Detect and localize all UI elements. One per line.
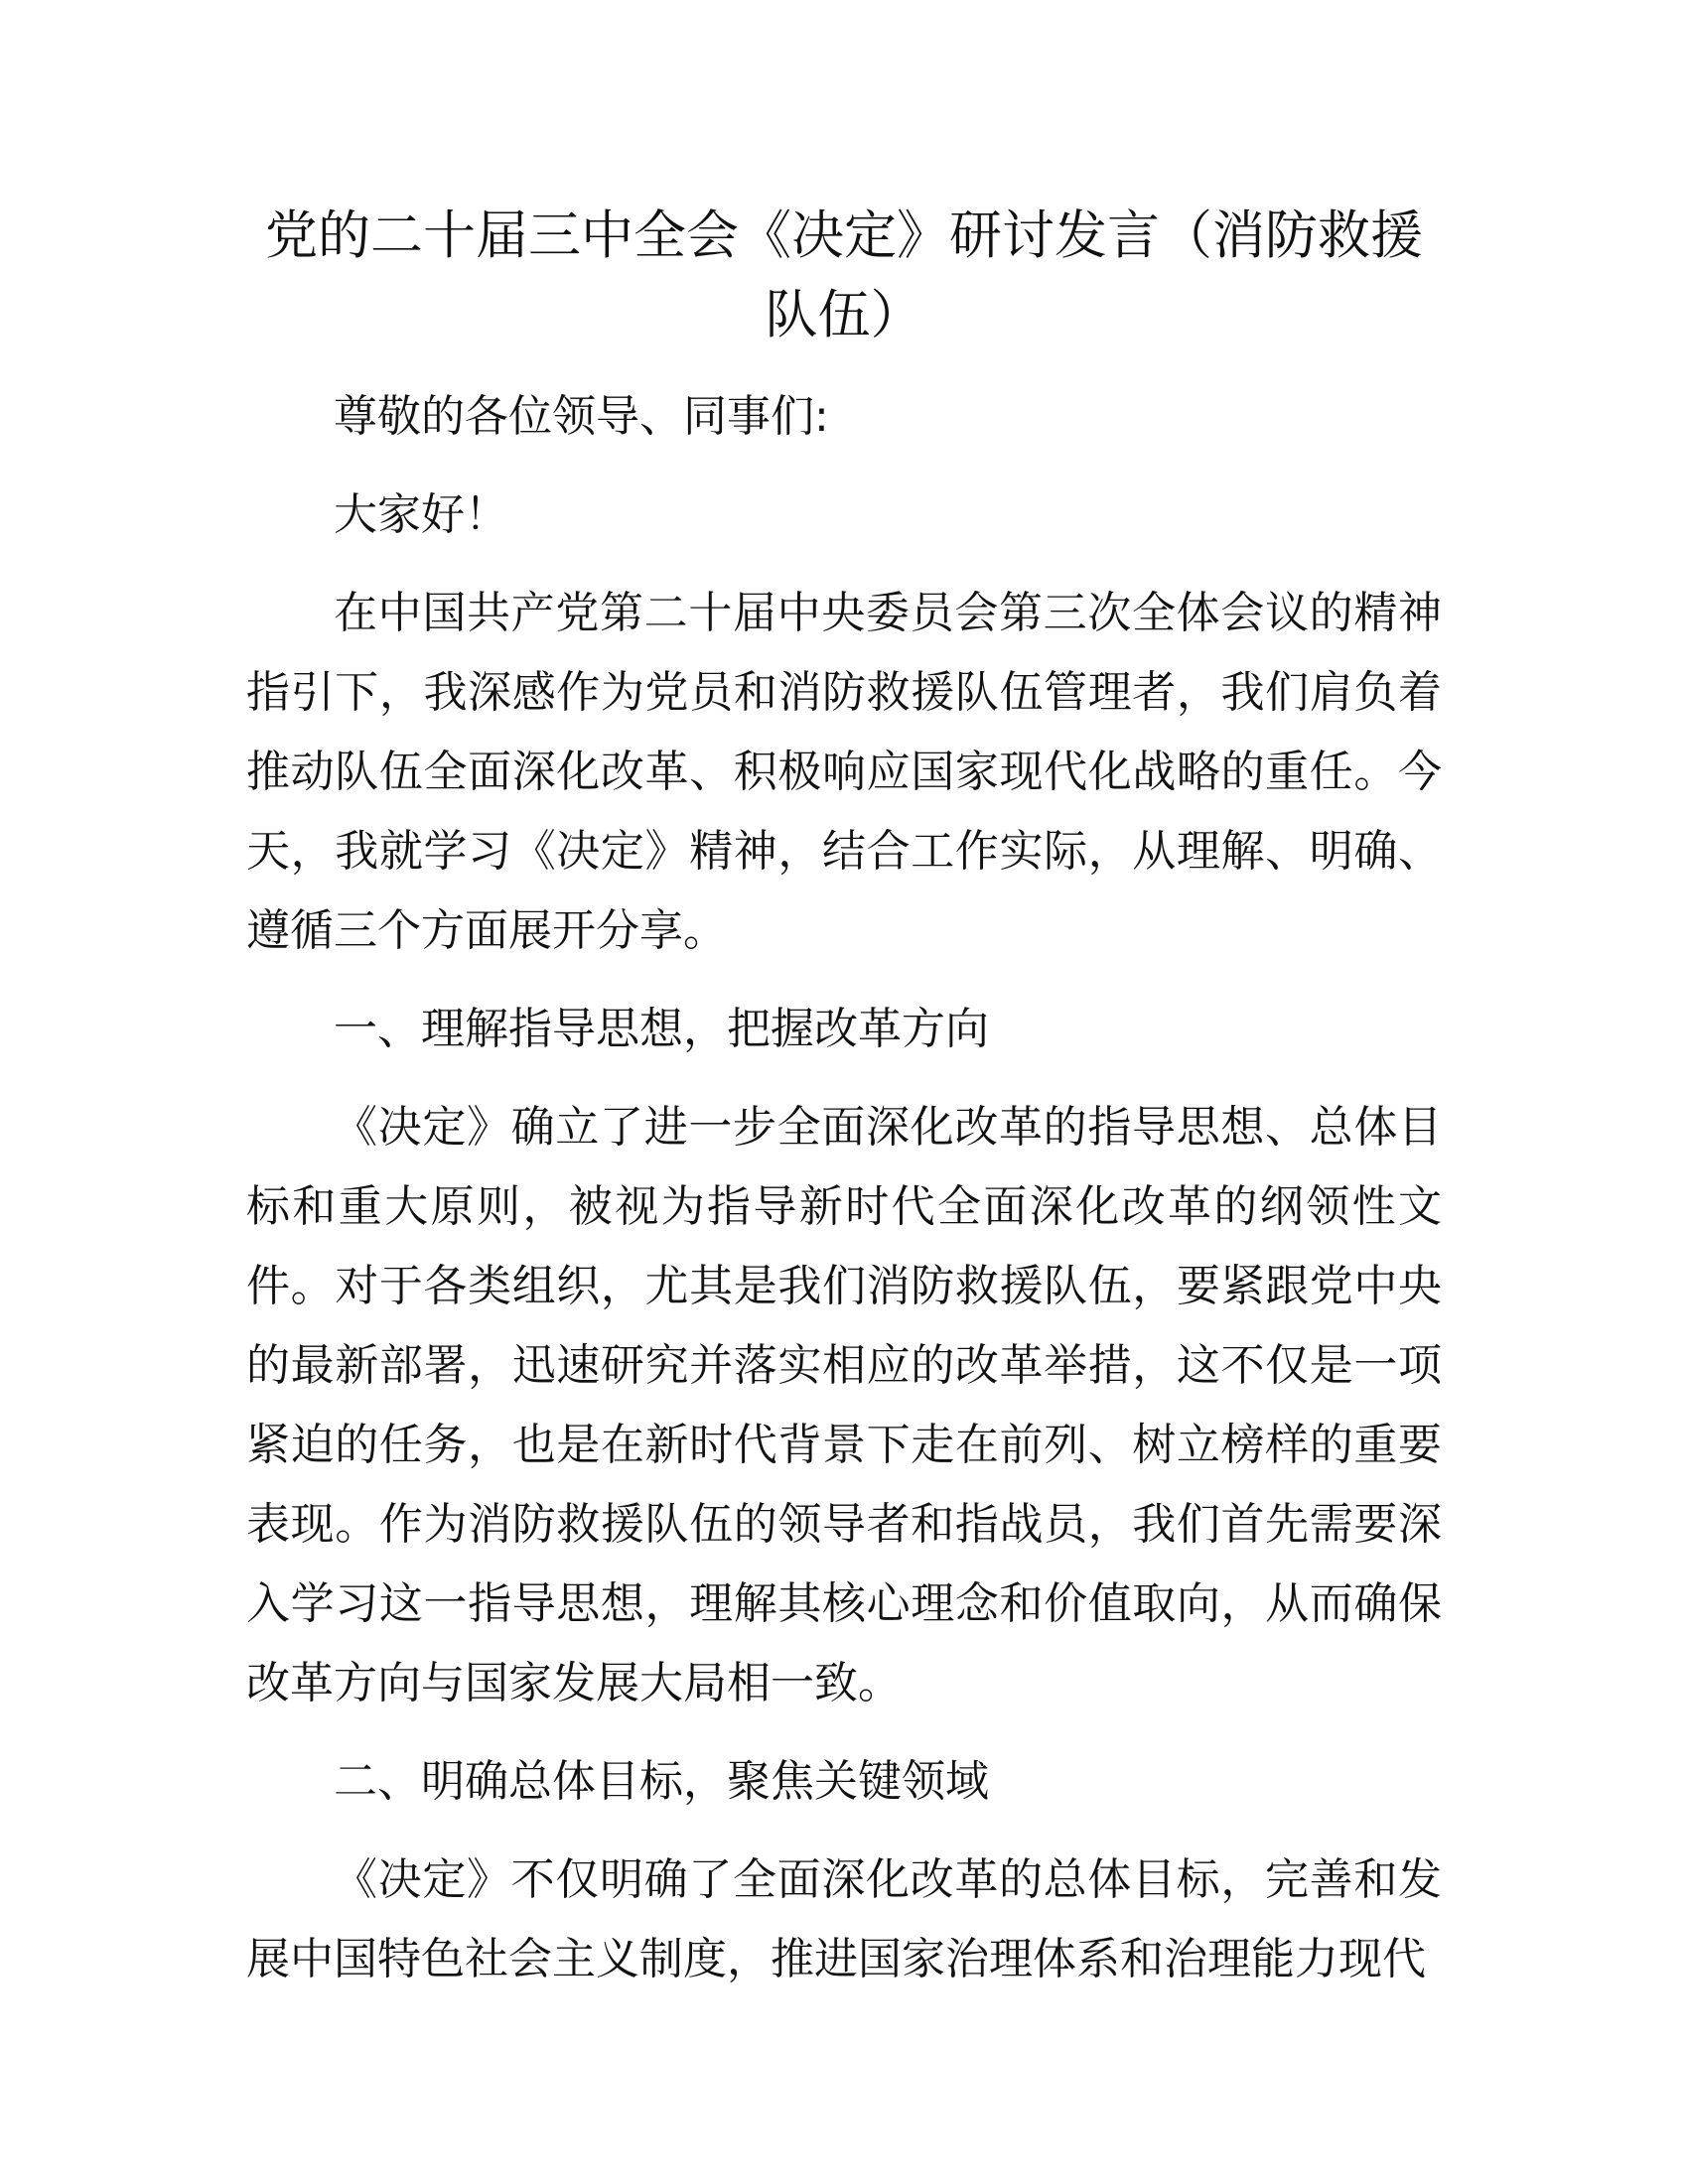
section-2-paragraph: 《决定》不仅明确了全面深化改革的总体目标，完善和发展中国特色社会主义制度，推进国家治理体系和治理能力现代 (246, 1854, 1442, 1984)
section-1-heading: 一、理解指导思想，把握改革方向 (334, 1004, 989, 1054)
document-title: 党的二十届三中全会《决定》研讨发言（消防救援队伍） (265, 205, 1423, 345)
salutation-paragraph: 尊敬的各位领导、同事们: (334, 391, 829, 442)
document-body (246, 377, 1442, 2018)
greeting-paragraph: 大家好！ (334, 489, 508, 540)
intro-paragraph: 在中国共产党第二十届中央委员会第三次全体会议的精神指引下，我深感作为党员和消防救援队伍管理者，我们肩负着推动队伍全面深化改革、积极响应国家现代化战略的重任。今天，我就学习《决定》精神，结合工作实际，从理解、明确、遵循三个方面展开分享。 (246, 588, 1442, 956)
section-1-paragraph: 《决定》确立了进一步全面深化改革的指导思想、总体目标和重大原则，被视为指导新时代全面深化改革的纲领性文件。对于各类组织，尤其是我们消防救援队伍，要紧跟党中央的最新部署，迅速研究并落实相应的改革举措，这不仅是一项紧迫的任务，也是在新时代背景下走在前列、树立榜样的重要表现。作为消防救援队伍的领导者和指战员，我们首先需要深入学习这一指导思想，理解其核心理念和价值取向，从而确保改革方向与国家发展大局相一致。 (246, 1102, 1442, 1708)
section-2-heading: 二、明确总体目标，聚焦关键领域 (334, 1756, 989, 1807)
